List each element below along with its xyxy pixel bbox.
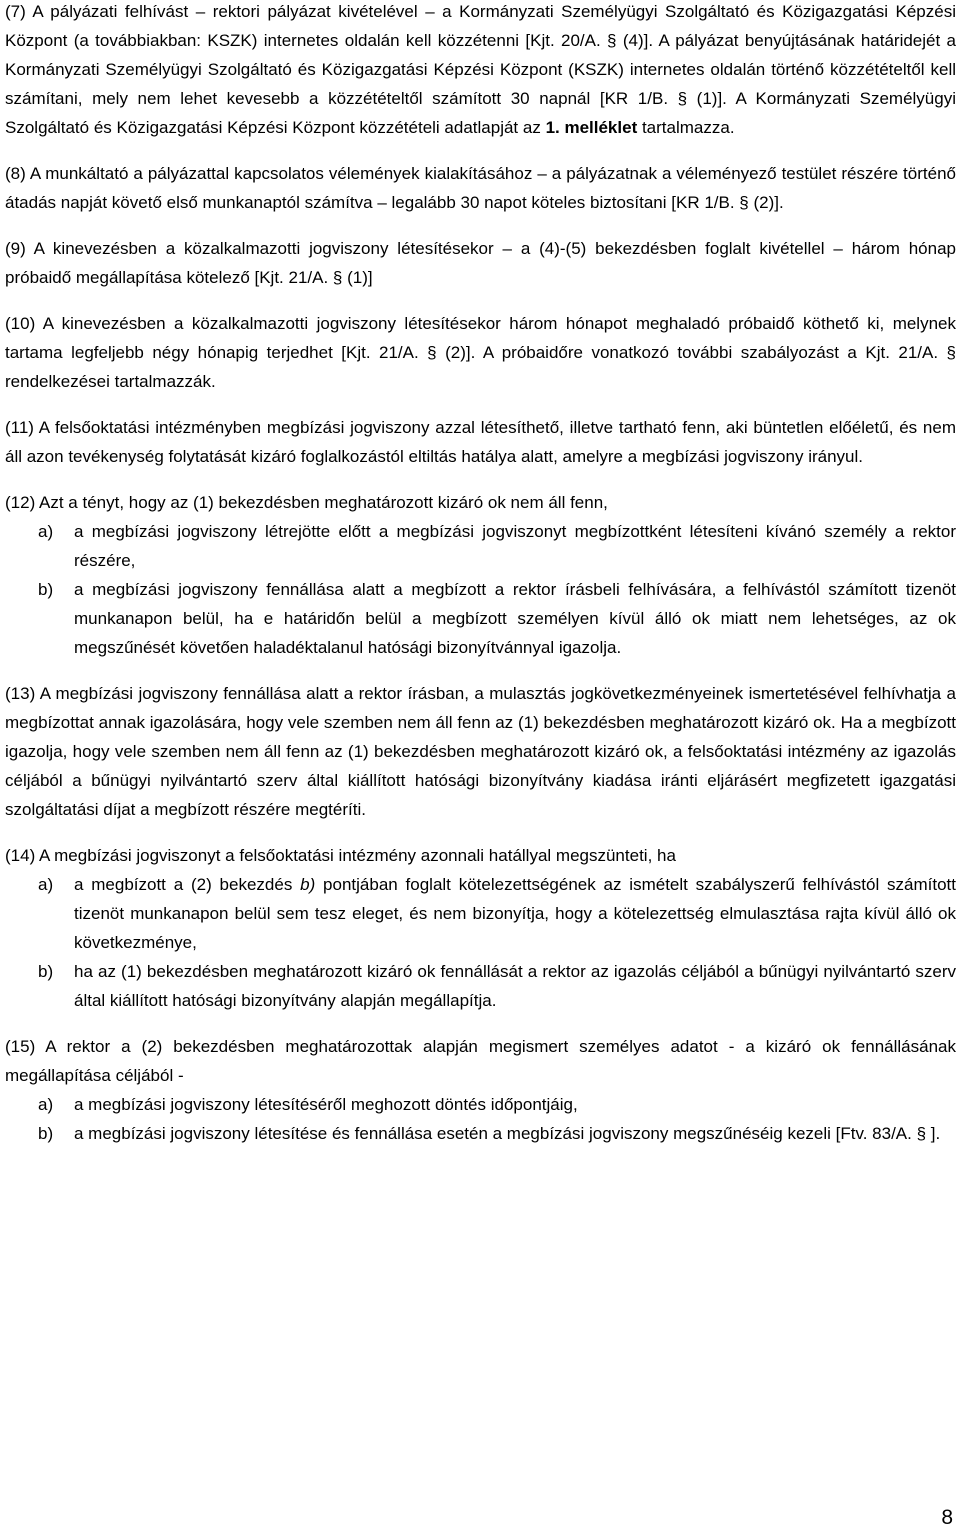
list-item: [5, 1119, 956, 1148]
paragraph-7: [5, 0, 956, 142]
paragraph-7-tail: tartalmazza.: [637, 118, 735, 137]
paragraph-8: (8) A munkáltató a pályázattal kapcsolatos vélemények kialakításához – a pályázatnak a véleményező testület részére történő átadás napját követő első munkanaptól számítva – legalább 30 napot köteles biztosítani [KR 1/B. § (2)].: [5, 164, 956, 212]
paragraph-11: (11) A felsőoktatási intézményben megbízási jogviszony azzal létesíthető, illetve tartható fenn, aki büntetlen előéletű, és nem áll azon tevékenység folytatását kizáró foglalkozástól eltiltás hatálya alatt, amelyre a megbízási jogviszony irányul.: [5, 418, 956, 466]
paragraph-14-intro: (14) A megbízási jogviszonyt a felsőoktatási intézmény azonnali hatállyal megszünteti, ha: [5, 846, 676, 865]
list-item-label: a): [38, 875, 54, 894]
paragraph-12: [5, 488, 956, 662]
paragraph-10: (10) A kinevezésben a közalkalmazotti jogviszony létesítésekor három hónapot meghaladó próbaidő köthető ki, melynek tartama legfeljebb négy hónapig terjedhet [Kjt. 21/A. § (2)]. A próbaidőre vonatkozó további szabályozást a Kjt. 21/A. § rendelkezései tartalmazzák.: [5, 314, 956, 391]
list-item-text: a megbízási jogviszony létrejötte előtt a megbízási jogviszonyt megbízottként létesíteni kívánó személy a rektor részére,: [74, 522, 956, 570]
list-item: [5, 870, 956, 957]
list-item-text: ha az (1) bekezdésben meghatározott kizáró ok fennállását a rektor az igazolás céljából a bűnügyi nyilvántartó szerv által kiállított hatósági bizonyítvány alapján megállapítja.: [74, 962, 956, 1010]
list-item-label: b): [38, 962, 54, 981]
document-page: [5, 0, 956, 1165]
list-item: [5, 957, 956, 1015]
annex-reference: 1. melléklet: [545, 118, 638, 137]
page-number: 8: [941, 1506, 953, 1529]
paragraph-9: (9) A kinevezésben a közalkalmazotti jogviszony létesítésekor – a (4)-(5) bekezdésben foglalt kivétellel – három hónap próbaidő megállapítása kötelező [Kjt. 21/A. § (1)]: [5, 239, 956, 287]
paragraph-14: [5, 841, 956, 1015]
list-item: [5, 575, 956, 662]
list-item-text-end: pontjában foglalt kötelezettségének az ismételt szabályszerű felhívástól számított tizenöt munkanapon belül sem tesz eleget, és nem bizonyítja, hogy a kötelezettség elmulasztása rajta kívül álló ok következménye,: [74, 875, 956, 952]
paragraph-12-intro: (12) Azt a tényt, hogy az (1) bekezdésben meghatározott kizáró ok nem áll fenn,: [5, 493, 608, 512]
list-item-label: a): [38, 522, 54, 541]
paragraph-13: (13) A megbízási jogviszony fennállása alatt a rektor írásban, a mulasztás jogkövetkezményeinek ismertetésével felhívhatja a megbízottat annak igazolására, hogy vele szemben nem áll fenn az (1) bekezdésben meghatározott kizáró ok. Ha a megbízott igazolja, hogy vele szemben nem áll fenn az (1) bekezdésben meghatározott kizáró ok, a felsőoktatási intézmény az igazolás céljából a bűnügyi nyilvántartó szerv által kiállított hatósági bizonyítvány kiadása iránti eljárásért megfizetett igazgatási szolgáltatási díjat a megbízott részére megtéríti.: [5, 684, 956, 819]
list-item: [5, 1090, 956, 1119]
list-item: [5, 517, 956, 575]
list-item-label: a): [38, 1095, 54, 1114]
list-item-text: a megbízási jogviszony fennállása alatt a megbízott a rektor írásbeli felhívására, a felhívástól számított tizenöt munkanapon belül, ha e határidőn belül a megbízott személyen kívül álló ok miatt nem lehetséges, az ok megszűnését követően haladéktalanul hatósági bizonyítvánnyal igazolja.: [74, 580, 956, 657]
list-item-text: [74, 870, 956, 957]
list-item-label: b): [38, 1124, 54, 1143]
list-item-text: a megbízási jogviszony létesítéséről meghozott döntés időpontjáig,: [74, 1095, 578, 1114]
point-reference: b): [300, 875, 316, 894]
list-item-text-start: a megbízott a (2) bekezdés: [74, 875, 301, 894]
list-item-text: a megbízási jogviszony létesítése és fennállása esetén a megbízási jogviszony megszűnéséig kezeli [Ftv. 83/A. § ].: [74, 1124, 941, 1143]
paragraph-15-intro: (15) A rektor a (2) bekezdésben meghatározottak alapján megismert személyes adatot - a kizáró ok fennállásának megállapítása céljából -: [5, 1037, 956, 1085]
paragraph-15: [5, 1032, 956, 1148]
paragraph-7-text: (7) A pályázati felhívást – rektori pályázat kivételével – a Kormányzati Személyügyi Szolgáltató és Közigazgatási Képzési Központ (a továbbiakban: KSZK) internetes oldalán kell közzétenni [Kjt. 20/A. § (4)]. A pályázat benyújtásának határidejét a Kormányzati Személyügyi Szolgáltató és Közigazgatási Képzési Központ (KSZK) internetes oldalán történő közzétételtől kell számítani, mely nem lehet kevesebb a közzétételtől számított 30 napnál [KR 1/B. § (1)]. A Kormányzati Személyügyi Szolgáltató és Közigazgatási Képzési Központ közzétételi adatlapját az: [5, 2, 956, 137]
list-item-label: b): [38, 580, 54, 599]
